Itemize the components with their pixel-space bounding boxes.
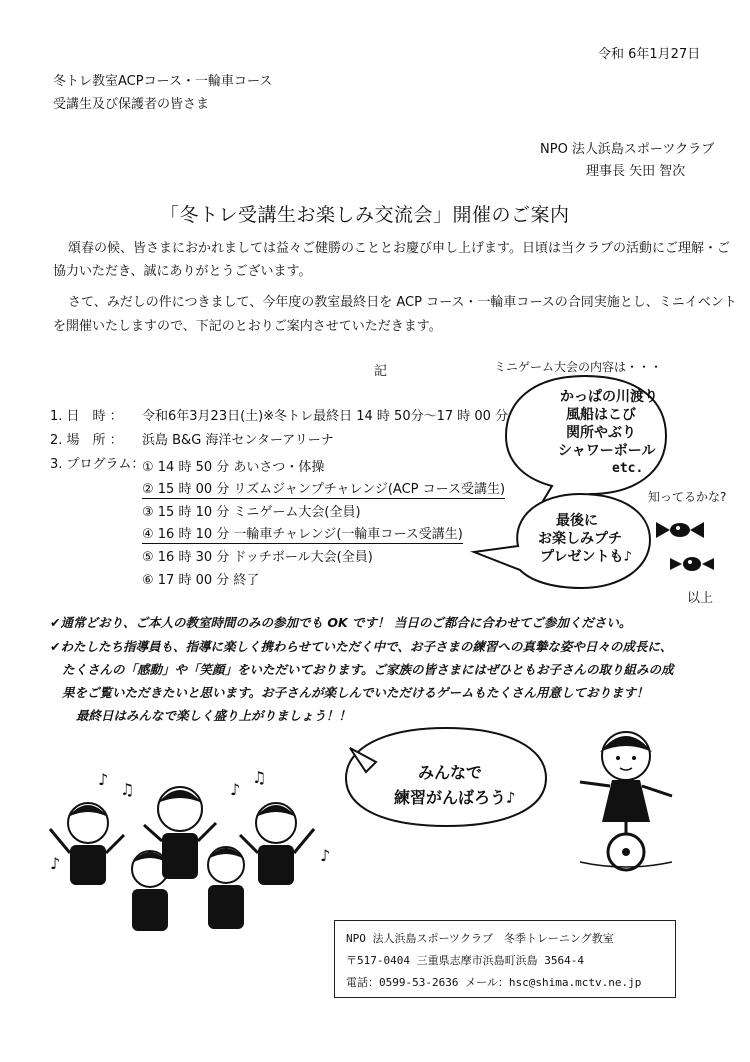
svg-text:♫: ♫	[120, 780, 135, 799]
program-item-5: ⑤ 16 時 30 分 ドッチボール大会(全員)	[142, 550, 373, 565]
date-value: 令和6年3月23日(土)※冬トレ最終日 14 時 50分～17 時 00 分	[142, 409, 509, 424]
bubble1-line-3: 関所やぶり	[566, 425, 636, 441]
note-line-3: たくさんの「感動」や「笑顔」をいただいております。ご家族の皆さまにはぜひともお子さんの取り組みの成	[62, 662, 674, 677]
bubble2-line-3: プレゼントも♪	[540, 549, 632, 565]
sender-org: NPO 法人浜島スポーツクラブ	[540, 142, 715, 157]
bubble2-caption: 知ってるかな?	[648, 490, 727, 504]
svg-text:♪: ♪	[230, 780, 241, 799]
bubble1-line-4: シャワーボール	[558, 443, 656, 459]
place-value: 浜島 B&G 海洋センターアリーナ	[142, 433, 334, 448]
footer-line-2: 〒517-0404 三重県志摩市浜島町浜島 3564-4	[346, 954, 584, 967]
note-line-1: ✔通常どおり、ご本人の教室時間のみの参加でも OK です！ 当日のご都合に合わせてご参加ください。	[50, 615, 632, 630]
bubble2-line-2: お楽しみプチ	[538, 531, 622, 547]
program-item-1: ① 14 時 50 分 あいさつ・体操	[142, 460, 325, 475]
recipient-line-1: 冬トレ教室ACPコース・一輪車コース	[53, 74, 273, 89]
note-line-2: ✔わたしたち指導員も、指導に楽しく携わらせていただく中で、お子さまの練習への真摯な姿や日々の成長に、	[50, 639, 673, 654]
date-label: 1. 日 時 ：	[50, 409, 123, 424]
document-date: 令和 6年1月27日	[598, 47, 701, 62]
note-line-4: 果をご覧いただきたいと思います。お子さんが楽しんでいただけるゲームもたくさん用意しております！	[62, 685, 649, 700]
svg-text:♪: ♪	[98, 770, 109, 789]
svg-text:♪: ♪	[50, 854, 61, 873]
note-line-5: 最終日はみんなで楽しく盛り上がりましょう！！	[76, 708, 352, 723]
program-item-3: ③ 15 時 10 分 ミニゲーム大会(全員)	[142, 505, 361, 520]
bubble3-line-2: 練習がんばろう♪	[394, 788, 516, 807]
dancing-children-illustration	[40, 765, 340, 935]
bubble1-line-1: かっぱの川渡り	[560, 389, 658, 405]
sender-person: 理事長 矢田 智次	[586, 164, 686, 179]
body-paragraph-2b: を開催いたしますので、下記のとおりご案内させていただきます。	[53, 319, 442, 334]
place-label: 2. 場 所 ：	[50, 433, 123, 448]
ki-label: 記	[374, 364, 388, 379]
footer-line-1: NPO 法人浜島スポーツクラブ 冬季トレーニング教室	[346, 932, 614, 945]
recipient-line-2: 受講生及び保護者の皆さま	[53, 97, 210, 112]
svg-text:♫: ♫	[252, 768, 267, 787]
body-paragraph-1b: 協力いただき、誠にありがとうございます。	[53, 264, 312, 279]
bubble1-line-5: etc.	[612, 461, 644, 476]
bubble2-line-1: 最後に	[556, 513, 598, 529]
program-item-4: ④ 16 時 10 分 一輪車チャレンジ(一輪車コース受講生)	[142, 523, 463, 544]
unicycle-girl-illustration	[560, 712, 700, 877]
body-paragraph-2a: さて、みだしの件につきまして、今年度の教室最終日を ACP コース・一輪車コースの合同実施とし、ミニイベント	[68, 295, 737, 310]
program-item-6: ⑥ 17 時 00 分 終了	[142, 573, 260, 588]
body-paragraph-1a: 頌春の候、皆さまにおかれましては益々ご健勝のこととお慶び申し上げます。日頃は当クラブの活動にご理解・ご	[68, 241, 730, 256]
page-title: 「冬トレ受講生お楽しみ交流会」開催のご案内	[160, 204, 570, 226]
bubble3-line-1: みんなで	[418, 763, 483, 782]
footer-line-3: 電話：0599-53-2636 メール：hsc@shima.mctv.ne.jp	[346, 976, 642, 989]
program-item-2: ② 15 時 00 分 リズムジャンプチャレンジ(ACP コース受講生)	[142, 478, 505, 499]
program-label: 3. プログラム：	[50, 457, 145, 472]
bubble1-caption: ミニゲーム大会の内容は・・・	[494, 360, 663, 374]
svg-text:♪: ♪	[320, 846, 331, 865]
bubble1-line-2: 風船はこび	[566, 407, 636, 423]
candy-icon	[652, 512, 718, 582]
ijou-label: 以上	[687, 591, 714, 606]
